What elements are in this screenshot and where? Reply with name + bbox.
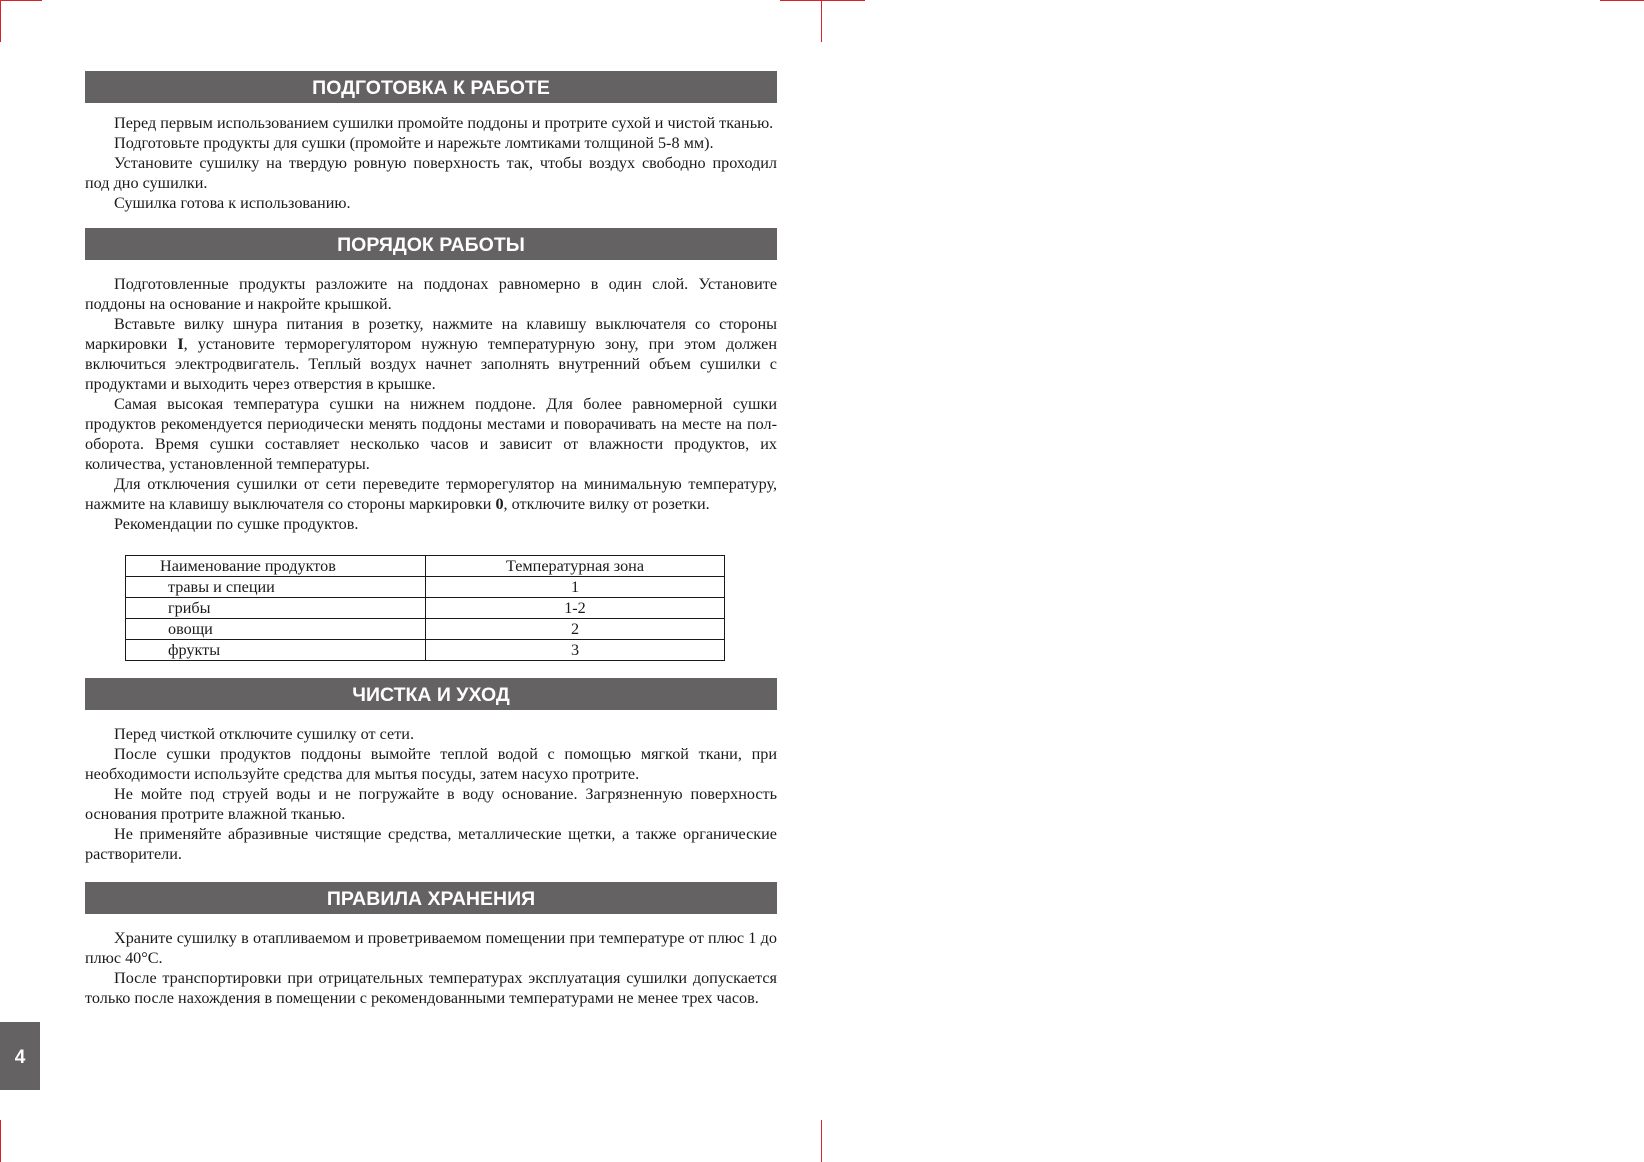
paragraph: Установите сушилку на твердую ровную поверхность так, чтобы воздух свободно проходил под дно сушилки. xyxy=(85,154,777,192)
crop-mark xyxy=(821,0,822,42)
paragraph: Подготовьте продукты для сушки (промойте и нарежьте ломтиками толщиной 5-8 мм). xyxy=(114,134,714,152)
paragraph: Не мойте под струей воды и не погружайте в воду основание. Загрязненную поверхность основания протрите влажной тканью. xyxy=(85,785,777,823)
text-fragment: , установите терморегулятором нужную температурную зону, при этом должен включиться электродвигатель. Теплый воздух начнет заполнять внутренний объем сушилки с продуктами и выходить через отверстия в крышке. xyxy=(85,335,777,393)
product-cell: фрукты xyxy=(126,640,426,661)
preparation-body xyxy=(85,103,777,213)
text-fragment: Вставьте вилку шнура питания в розетку, нажмите на клавишу выключателя со стороны маркировки xyxy=(85,315,777,353)
product-cell: травы и специи xyxy=(126,577,426,598)
table-row xyxy=(126,619,725,640)
paragraph: Сушилка готова к использованию. xyxy=(114,194,351,212)
text-fragment: Для отключения сушилки от сети переведите терморегулятор на минимальную температуру, нажмите на клавишу выключателя со стороны маркировки xyxy=(85,475,777,513)
manual-page xyxy=(85,71,777,1008)
crop-mark xyxy=(780,0,865,1)
text-fragment: , отключите вилку от розетки. xyxy=(503,495,710,513)
column-header-product: Наименование продуктов xyxy=(126,556,426,577)
paragraph: Самая высокая температура сушки на нижнем поддоне. Для более равномерной сушки продуктов рекомендуется периодически менять поддоны местами и поворачивать на месте на пол-оборота. Время сушки составляет несколько часов и зависит от влажности продуктов, их количества, установленной температуры. xyxy=(85,395,777,473)
crop-mark xyxy=(0,0,1,42)
recommendations-label: Рекомендации по сушке продуктов. xyxy=(114,515,359,533)
section-header-cleaning: ЧИСТКА И УХОД xyxy=(85,678,777,710)
table-row xyxy=(126,577,725,598)
paragraph: Не применяйте абразивные чистящие средства, металлические щетки, а также органические растворители. xyxy=(85,825,777,863)
paragraph xyxy=(85,314,777,394)
crop-mark xyxy=(1600,0,1644,1)
storage-body xyxy=(85,914,777,1008)
crop-mark xyxy=(0,1120,1,1162)
crop-mark xyxy=(0,0,42,1)
drying-recommendations-table xyxy=(125,555,725,661)
zone-cell: 2 xyxy=(426,619,725,640)
paragraph: Подготовленные продукты разложите на поддонах равномерно в один слой. Установите поддоны на основание и накройте крышкой. xyxy=(85,275,777,313)
paragraph xyxy=(85,474,777,514)
paragraph: Перед чисткой отключите сушилку от сети. xyxy=(114,725,415,743)
switch-mark-off: 0 xyxy=(495,495,504,513)
product-cell: грибы xyxy=(126,598,426,619)
switch-mark-on: I xyxy=(177,335,184,353)
section-header-operation: ПОРЯДОК РАБОТЫ xyxy=(85,228,777,260)
zone-cell: 1 xyxy=(426,577,725,598)
table-header-row xyxy=(126,556,725,577)
operation-body xyxy=(85,260,777,534)
table-row xyxy=(126,598,725,619)
crop-mark xyxy=(821,1120,822,1162)
table-row xyxy=(126,640,725,661)
cleaning-body xyxy=(85,710,777,864)
section-header-preparation: ПОДГОТОВКА К РАБОТЕ xyxy=(85,71,777,103)
section-header-storage: ПРАВИЛА ХРАНЕНИЯ xyxy=(85,882,777,914)
product-cell: овощи xyxy=(126,619,426,640)
paragraph: Храните сушилку в отапливаемом и проветриваемом помещении при температуре от плюс 1 до плюс 40°С. xyxy=(85,929,777,967)
zone-cell: 3 xyxy=(426,640,725,661)
paragraph: После сушки продуктов поддоны вымойте теплой водой с помощью мягкой ткани, при необходимости используйте средства для мытья посуды, затем насухо протрите. xyxy=(85,745,777,783)
column-header-zone: Температурная зона xyxy=(426,556,725,577)
paragraph: Перед первым использованием сушилки промойте поддоны и протрите сухой и чистой тканью. xyxy=(114,114,774,132)
zone-cell: 1-2 xyxy=(426,598,725,619)
paragraph: После транспортировки при отрицательных температурах эксплуатация сушилки допускается только после нахождения в помещении с рекомендованными температурами не менее трех часов. xyxy=(85,969,777,1007)
page-number: 4 xyxy=(0,1022,40,1090)
